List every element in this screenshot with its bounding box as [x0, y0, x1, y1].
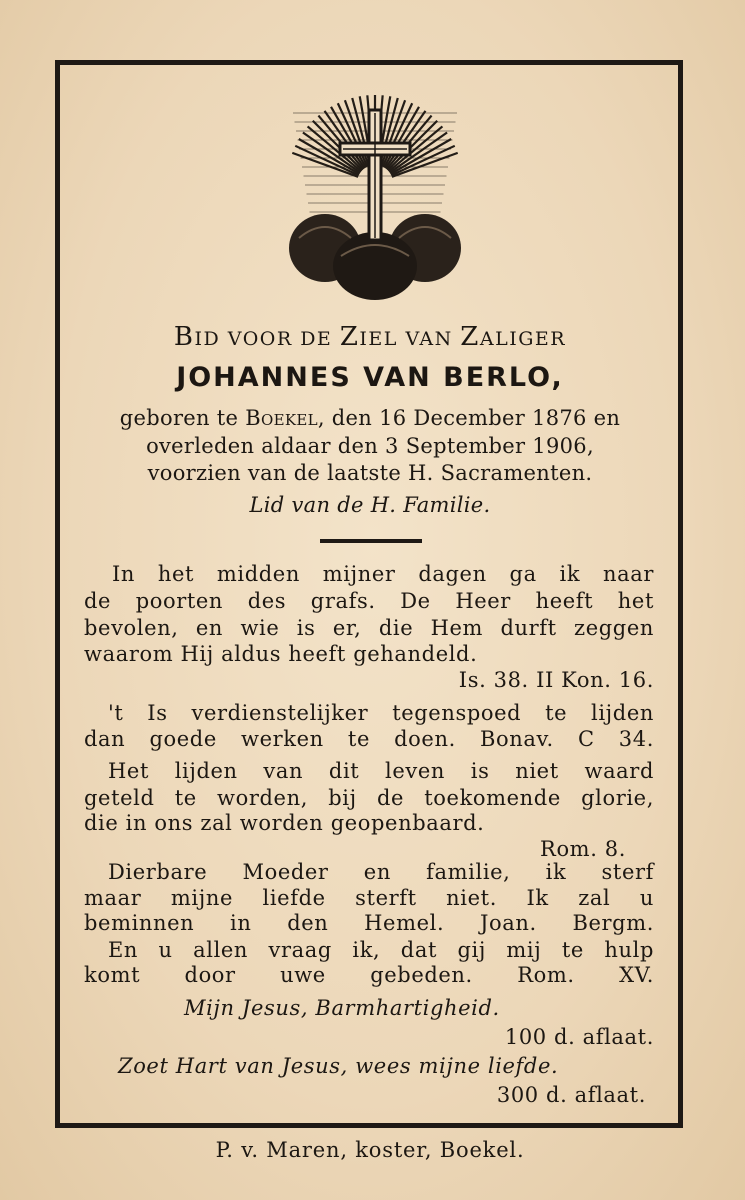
- cross-with-rays-emblem: [285, 88, 465, 303]
- divider: [320, 539, 422, 543]
- verse-line: waarom Hij aldus heeft gehandeld.: [84, 642, 478, 666]
- ejaculation-prayer: Zoet Hart van Jesus, wees mijne liefde.: [118, 1054, 559, 1078]
- verse-line: komt door uwe gebeden. Rom. XV.: [84, 963, 654, 987]
- verse-line: die in ons zal worden geopenbaard.: [84, 811, 485, 835]
- death-line: overleden aldaar den 3 September 1906,: [146, 434, 594, 458]
- verse-line: maar mijne liefde sterft niet. Ik zal u: [84, 886, 654, 910]
- verse-reference: Rom. 8.: [540, 837, 626, 861]
- verse-line: 't Is verdienstelijker tegenspoed te lijden: [108, 701, 654, 725]
- indulgence-note: 300 d. aflaat.: [496, 1083, 646, 1107]
- sacraments-line: voorzien van de laatste H. Sacramenten.: [147, 461, 593, 485]
- verse-line: Het lijden van dit leven is niet waard: [108, 759, 654, 783]
- indulgence-note: 100 d. aflaat.: [504, 1025, 654, 1049]
- membership-line: Lid van de H. Familie.: [249, 493, 491, 517]
- verse-line: Dierbare Moeder en familie, ik sterf: [108, 860, 654, 884]
- verse-line: bevolen, en wie is er, die Hem durft zeggen: [84, 616, 654, 640]
- deceased-name: JOHANNES VAN BERLO,: [176, 362, 564, 393]
- birth-line: geboren te BOEKEL, den 16 December 1876 en: [119, 406, 621, 430]
- verse-line: En u allen vraag ik, dat gij mij te hulp: [108, 938, 654, 962]
- verse-line: In het midden mijner dagen ga ik naar: [112, 562, 654, 586]
- verse-line: geteld te worden, bij de toekomende glorie,: [84, 786, 654, 810]
- verse-line: beminnen in den Hemel. Joan. Bergm.: [84, 911, 654, 935]
- printer-credit: P. v. Maren, koster, Boekel.: [215, 1138, 525, 1162]
- verse-line: de poorten des grafs. De Heer heeft het: [84, 589, 654, 613]
- prayer-heading: BID VOOR DE ZIEL VAN ZALIGER: [173, 322, 567, 352]
- verse-line: dan goede werken te doen. Bonav. C 34.: [84, 727, 654, 751]
- verse-reference: Is. 38. II Kon. 16.: [458, 668, 654, 692]
- ejaculation-prayer: Mijn Jesus, Barmhartigheid.: [184, 996, 500, 1020]
